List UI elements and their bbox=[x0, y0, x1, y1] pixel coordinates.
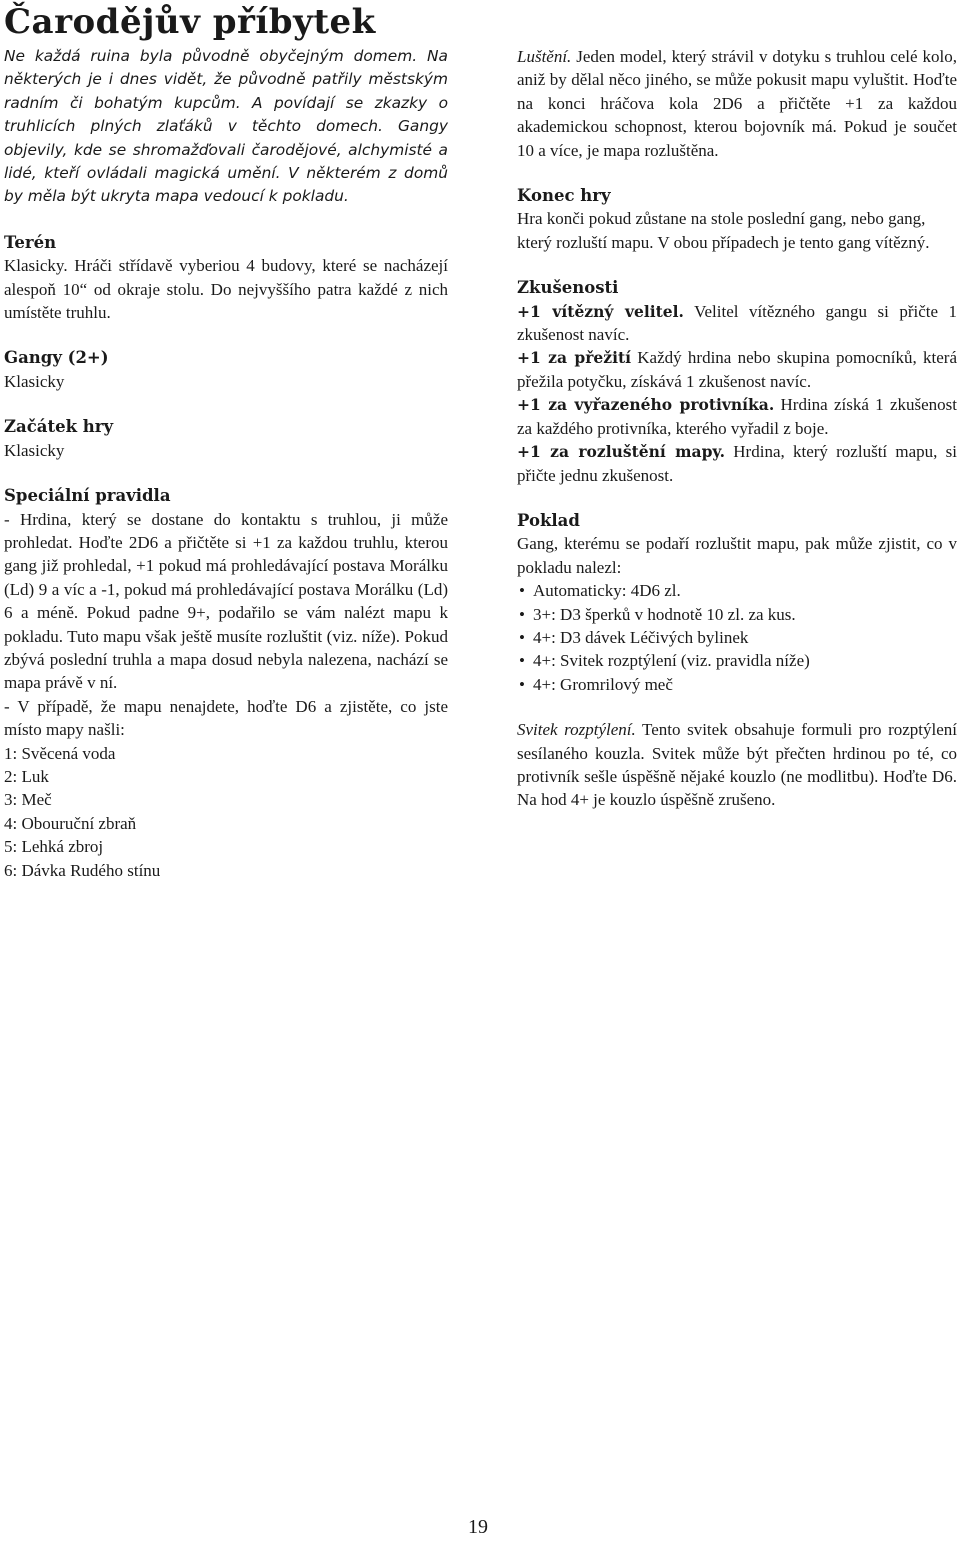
xp-item bbox=[517, 440, 957, 487]
heading-teren: Terén bbox=[4, 232, 57, 252]
svitek-paragraph bbox=[517, 718, 957, 812]
specialni-text-1: - Hrdina, který se dostane do kontaktu s truhlou, ji může prohledat. Hoďte 2D6 a přičtěte si +1 za každou truhlu, kterou gang již prohledal, +1 pokud má prohledávající postava Morálku (Ld) 9 a víc a -1, pokud má prohledávající postava Morálku (Ld) 6 a méně. Pokud padne 9+, podařilo se vám nalézt mapu k pokladu. Tuto mapu však ještě musíte rozluštit (viz. níže). Pokud zbývá poslední truhla a mapa dosud nebyla nalezena, nachází se mapa právě v ní. bbox=[4, 509, 448, 693]
list-item: 3: Meč bbox=[4, 790, 52, 810]
specialni-text-2: - V případě, že mapu nenajdete, hoďte D6 a zjistěte, co jste místo mapy našli: bbox=[4, 696, 448, 740]
heading-specialni-pravidla: Speciální pravidla bbox=[4, 486, 171, 506]
heading-poklad: Poklad bbox=[517, 510, 580, 530]
svitek-label: Svitek rozptýlení. bbox=[517, 720, 636, 740]
list-item: 4: Obouruční zbraň bbox=[4, 813, 137, 833]
heading-zacatek-hry: Začátek hry bbox=[4, 417, 114, 437]
lusteni-text: Jeden model, který strávil v dotyku s truhlou celé kolo, aniž by dělal něco jiného, se může pokusit mapu vyluštit. Hoďte na konci hráčova kola 2D6 a přičtěte +1 za každou akademickou schopnost, kterou bojovník má. Pokud je součet 10 a více, je mapa rozluštěna. bbox=[517, 47, 957, 160]
page-title: Čarodějův příbytek bbox=[4, 2, 376, 42]
xp-text: Velitel vítězného gangu si přičte 1 zkušenost navíc. bbox=[517, 301, 957, 345]
xp-item bbox=[517, 300, 957, 347]
heading-zkusenosti: Zkušenosti bbox=[517, 278, 619, 298]
xp-label: +1 vítězný velitel. bbox=[517, 301, 684, 321]
find-list bbox=[4, 742, 448, 882]
list-item: • 4+: Gromrilový meč bbox=[519, 673, 957, 696]
xp-label: +1 za rozluštění mapy. bbox=[517, 442, 726, 462]
list-item: • 4+: D3 dávek Léčivých bylinek bbox=[519, 626, 957, 649]
xp-text: Hrdina získá 1 zkušenost za každého protivníka, kterého vyřadil z boje. bbox=[517, 395, 957, 438]
xp-item bbox=[517, 346, 957, 393]
xp-text: Hrdina, který rozluští mapu, si přičte jednu zkušenost. bbox=[517, 442, 957, 485]
right-column bbox=[517, 45, 957, 812]
zacatek-text: Klasicky bbox=[4, 440, 65, 460]
list-item: • Automaticky: 4D6 zl. bbox=[519, 579, 957, 602]
svitek-text: Tento svitek obsahuje formuli pro rozptýlení sesílaného kouzla. Svitek může být přečten hrdinou po té, co protivník sešle úspěšně nějaké kouzlo (ne modlitbu). Hoďte D6. Na hod 4+ je kouzlo úspěšně zrušeno. bbox=[517, 720, 957, 810]
heading-konec-hry: Konec hry bbox=[517, 186, 611, 206]
loot-list bbox=[517, 579, 957, 696]
heading-gangy: Gangy (2+) bbox=[4, 348, 109, 368]
intro-text: Ne každá ruina byla původně obyčejným domem. Na některých je i dnes vidět, že původně patřily městským radním či bohatým kupcům. A povídají se zkazky o truhlicích plných zlaťáků v těchto domech. Gangy objevily, kde se shromažďovali čarodějové, alchymisté a lidé, kteří ovládali magická umění. V některém z domů by měla být ukryta mapa vedoucí k pokladu. bbox=[4, 47, 448, 206]
page-number: 19 bbox=[468, 1516, 488, 1538]
konec-text: Hra konči pokud zůstane na stole poslední gang, nebo gang, který rozluští mapu. V obou případech je tento gang vítězný. bbox=[517, 209, 930, 252]
list-item: 2: Luk bbox=[4, 766, 49, 786]
gangy-text: Klasicky bbox=[4, 371, 65, 391]
xp-label: +1 za přežití bbox=[517, 348, 632, 368]
list-item: 1: Svěcená voda bbox=[4, 743, 116, 763]
list-item: 5: Lehká zbroj bbox=[4, 837, 104, 857]
lusteni-label: Luštění. bbox=[517, 47, 572, 66]
list-item: 6: Dávka Rudého stínu bbox=[4, 860, 161, 880]
left-column bbox=[4, 45, 448, 882]
xp-text: Každý hrdina nebo skupina pomocníků, která přežila potyčku, získává 1 zkušenost navíc. bbox=[517, 348, 957, 391]
list-item: • 3+: D3 šperků v hodnotě 10 zl. za kus. bbox=[519, 603, 957, 626]
poklad-text: Gang, kterému se podaří rozluštit mapu, pak může zjistit, co v pokladu nalezl: bbox=[517, 534, 957, 577]
xp-item bbox=[517, 393, 957, 440]
list-item: • 4+: Svitek rozptýlení (viz. pravidla níže) bbox=[519, 649, 957, 672]
teren-text: Klasicky. Hráči střídavě vyberiou 4 budovy, které se nacházejí alespoň 10“ od okraje stolu. Do nejvyššího patra každé z nich umístěte truhlu. bbox=[4, 256, 448, 323]
xp-label: +1 za vyřazeného protivníka. bbox=[517, 395, 775, 415]
lusteni-paragraph bbox=[517, 45, 957, 162]
